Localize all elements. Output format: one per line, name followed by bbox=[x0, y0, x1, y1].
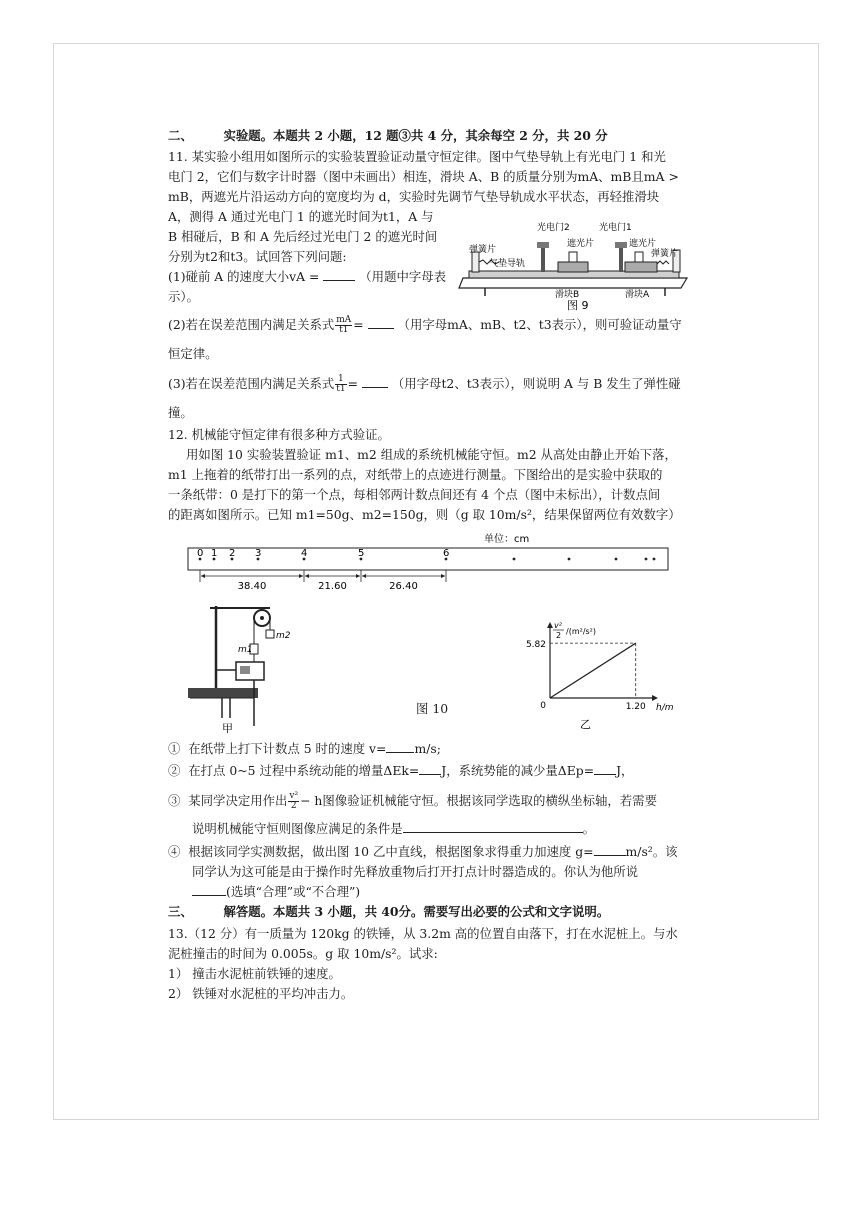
q11-line3: mB，两遮光片沿运动方向的宽度均为 d，实验时先调节气垫导轨成水平状态，再轻推滑块 bbox=[168, 189, 660, 204]
section3-heading bbox=[168, 903, 609, 921]
q12-sub2-text: 在打点 0~5 过程中系统动能的增量ΔEk= bbox=[188, 763, 420, 778]
tape-extra-dot bbox=[615, 558, 618, 561]
figure-10-graph bbox=[525, 618, 678, 736]
paper-tape bbox=[184, 532, 674, 592]
tape-extra-dot bbox=[653, 558, 656, 561]
tape-distance-0: 38.40 bbox=[237, 581, 267, 592]
tape-point-label-6: 6 bbox=[443, 548, 450, 559]
tape-point-label-1: 1 bbox=[211, 548, 218, 559]
mass-m2 bbox=[266, 630, 274, 638]
q12-line4: 的距离如图所示。已知 m1=50g、m2=150g，则（g 取 10m/s²，结果保留两位有效数字） bbox=[168, 507, 681, 522]
answer-blank-dek[interactable] bbox=[419, 762, 441, 775]
q11-part1-text: (1)碰前 A 的速度大小vA = bbox=[168, 269, 320, 284]
slider-b bbox=[558, 262, 588, 272]
q11-part2-cont: 恒定律。 bbox=[168, 346, 218, 361]
q12-sub2: ② 在打点 0~5 过程中系统动能的增量ΔEk= J，系统势能的减少量ΔEp= J， bbox=[168, 763, 634, 778]
tape-extra-dot bbox=[645, 558, 648, 561]
q12-sub4: ④ 根据该同学实测数据，做出图 10 乙中直线，根据图象求得重力加速度 g= m/s²。该 bbox=[168, 844, 678, 859]
graph-y-label-num: v² bbox=[554, 621, 562, 630]
tape-dim-arrow bbox=[441, 574, 445, 578]
table-top bbox=[188, 688, 258, 698]
label-shade-right: 遮光片 bbox=[629, 239, 657, 249]
fraction-ma-t1: $\frac{mA}{t1}$ bbox=[336, 315, 352, 335]
q12-line2: m1 上拖着的纸带打出一系列的点，对纸带上的点迹进行测量。下图给出的是实验中获取的 bbox=[168, 467, 663, 482]
q11-line6: 分别为t2和t3。试回答下列问题: bbox=[168, 249, 347, 264]
tape-point-label-3: 3 bbox=[255, 548, 262, 559]
answer-blank-dep[interactable] bbox=[594, 762, 616, 775]
q11-part3-cont: 撞。 bbox=[168, 405, 193, 420]
tape-distance-2: 26.40 bbox=[389, 581, 418, 592]
graph-y-label-den: 2 bbox=[556, 631, 562, 640]
label-jia: 甲 bbox=[222, 722, 233, 735]
q13-item2: 2） 铁锤对水泥桩的平均冲击力。 bbox=[168, 986, 354, 1001]
q11-part2-tail: （用字母mA、mB、t2、t3表示），则可验证动量守 bbox=[397, 317, 682, 332]
q11-line5: B 相碰后，B 和 A 先后经过光电门 2 的遮光时间 bbox=[168, 229, 438, 244]
graph-y-arrow bbox=[547, 622, 553, 628]
q11-line1: 11. 某实验小组用如图所示的实验装置验证动量守恒定律。图中气垫导轨上有光电门 1 和光 bbox=[168, 149, 666, 164]
tape-dim-arrow bbox=[201, 574, 205, 578]
q11-part2: (2)若在误差范围内满足关系式 $\frac{mA}{t1}$ = （用字母mA、mB、t2、t3表示），则可验证动量守 bbox=[168, 315, 682, 335]
tape-point-label-5: 5 bbox=[358, 548, 365, 559]
q11-line4: A，测得 A 通过光电门 1 的遮光时间为t1，A 与 bbox=[168, 209, 434, 224]
tape-dim-arrow bbox=[305, 574, 309, 578]
tape-dim-arrow bbox=[362, 574, 366, 578]
q11-line2: 电门 2，它们与数字计时器（图中未画出）相连，滑块 A、B 的质量分别为mA、mB且mA > bbox=[168, 169, 679, 184]
answer-blank-reasonable[interactable] bbox=[192, 883, 226, 896]
tape-dim-arrow bbox=[356, 574, 360, 578]
q13-item1: 1） 撞击水泥桩前铁锤的速度。 bbox=[168, 966, 341, 981]
tape-point-label-4: 4 bbox=[301, 548, 308, 559]
q11-part3-tail: （用字母t2、t3表示），则说明 A 与 B 发生了弹性碰 bbox=[391, 376, 681, 391]
q12-sub3: ③ 某同学决定用作出 $\frac{\text{v²}}{2}$ − h图像验证机械能守恒。根据该同学选取的横纵坐标轴，若需要 bbox=[168, 791, 657, 811]
q12-sub3-text: 某同学决定用作出 bbox=[188, 793, 288, 808]
answer-blank-condition[interactable] bbox=[403, 820, 583, 833]
q12-line1: 用如图 10 实验装置验证 m1、m2 组成的系统机械能守恒。m2 从高处由静止开始下落， bbox=[186, 447, 677, 462]
q12-sub4-text: 根据该同学实测数据，做出图 10 乙中直线，根据图象求得重力加速度 g= bbox=[188, 844, 594, 859]
section2-title: 实验题。本题共 2 小题，12 题③共 4 分，其余每空 2 分，共 20 分 bbox=[223, 128, 608, 143]
tape-extra-dot bbox=[513, 558, 516, 561]
answer-blank-elastic[interactable] bbox=[362, 375, 388, 388]
tape-point-label-0: 0 bbox=[197, 548, 204, 559]
section2-number: 二、 bbox=[168, 128, 193, 143]
q12-title: 12. 机械能守恒定律有很多种方式验证。 bbox=[168, 427, 390, 442]
q12-sub4-cont1: 同学认为这可能是由于操作时先释放重物后打开打点计时器造成的。你认为他所说 bbox=[192, 864, 639, 879]
spring-right bbox=[657, 261, 669, 264]
graph-x-axis-label: h/m bbox=[656, 703, 674, 713]
q12-sub1: ① 在纸带上打下计数点 5 时的速度 v= m/s; bbox=[168, 741, 441, 756]
figure-9-caption: 图 9 bbox=[567, 299, 589, 312]
photogate-1 bbox=[619, 246, 623, 272]
label-shade-left: 遮光片 bbox=[567, 239, 595, 249]
shade-plate-b bbox=[569, 252, 577, 262]
section2-heading bbox=[168, 127, 608, 145]
graph-series-line bbox=[550, 643, 636, 698]
label-photogate-1: 光电门1 bbox=[599, 223, 632, 233]
q13-line2: 泥桩撞击的时间为 0.005s。g 取 10m/s²。试求: bbox=[168, 946, 438, 961]
tape-point-label-2: 2 bbox=[229, 548, 236, 559]
label-slider-a: 滑块A bbox=[625, 290, 650, 300]
q12-sub1-text: 在纸带上打下计数点 5 时的速度 v= bbox=[188, 741, 387, 756]
graph-origin-label: 0 bbox=[540, 701, 546, 711]
q11-part1 bbox=[168, 268, 446, 286]
photogate-2 bbox=[541, 246, 545, 272]
section3-title: 解答题。本题共 3 小题，共 40分。需要写出必要的公式和文字说明。 bbox=[223, 904, 610, 919]
answer-blank-momentum[interactable] bbox=[368, 316, 394, 329]
q12-sub4-cont2: (选填“合理”或“不合理”) bbox=[192, 883, 360, 901]
graph-y-label-unit: /(m²/s²) bbox=[566, 627, 597, 636]
q11-part3: (3)若在误差范围内满足关系式 $\frac{1}{t1}$ = （用字母t2、t3表示），则说明 A 与 B 发生了弹性碰 bbox=[168, 374, 681, 394]
shade-plate-a bbox=[635, 252, 643, 262]
tape-distance-1: 21.60 bbox=[318, 581, 347, 592]
label-photogate-2: 光电门2 bbox=[537, 223, 570, 233]
end-stop-left bbox=[472, 252, 479, 272]
answer-blank-g[interactable] bbox=[594, 843, 626, 856]
label-spring-left: 弹簧片 bbox=[469, 245, 497, 255]
q11-part1-cont: 示）。 bbox=[168, 289, 199, 304]
graph-x-arrow bbox=[652, 695, 658, 701]
tape-extra-dot bbox=[568, 558, 571, 561]
photogate-2-head bbox=[537, 242, 549, 248]
slider-a bbox=[625, 262, 657, 272]
figure-10-caption: 图 10 bbox=[416, 701, 449, 716]
label-slider-b: 滑块B bbox=[555, 290, 580, 300]
label-m2: m2 bbox=[276, 631, 291, 641]
graph-x-tick-label: 1.20 bbox=[625, 702, 646, 712]
label-spring-right: 弹簧片 bbox=[651, 249, 679, 259]
graph-caption-yi: 乙 bbox=[580, 718, 591, 731]
track-base bbox=[459, 278, 687, 288]
label-m1: m1 bbox=[238, 645, 253, 655]
tape-dim-arrow bbox=[299, 574, 303, 578]
q12-line3: 一条纸带：0 是打下的第一个点，每相邻两计数点间还有 4 个点（图中未标出），计数点间 bbox=[168, 487, 661, 502]
label-air-rail: 气垫导轨 bbox=[489, 259, 526, 269]
figure-10-apparatus bbox=[186, 596, 296, 736]
graph-y-tick-label: 5.82 bbox=[525, 640, 546, 651]
photogate-1-head bbox=[615, 242, 627, 248]
q11-part3-text: (3)若在误差范围内满足关系式 bbox=[168, 376, 335, 391]
fraction-1-t1: $\frac{1}{t1}$ bbox=[336, 374, 346, 394]
answer-blank-va[interactable] bbox=[323, 268, 355, 281]
q11-part2-text: (2)若在误差范围内满足关系式 bbox=[168, 317, 335, 332]
q12-sub3-cont: 说明机械能守恒则图像应满足的条件是 。 bbox=[192, 821, 596, 836]
q11-part1-tail: （用题中字母表 bbox=[359, 269, 447, 284]
figure-9-air-track bbox=[455, 216, 695, 312]
answer-blank-v5[interactable] bbox=[386, 740, 414, 753]
tape-unit-label: 单位：cm bbox=[484, 534, 530, 545]
fraction-v2-2: $\frac{\text{v²}}{2}$ bbox=[289, 791, 299, 811]
q13-line1: 13.（12 分）有一质量为 120kg 的铁锤，从 3.2m 高的位置自由落下，打在水泥桩上。与水 bbox=[168, 926, 678, 941]
section3-number: 三、 bbox=[168, 904, 193, 919]
